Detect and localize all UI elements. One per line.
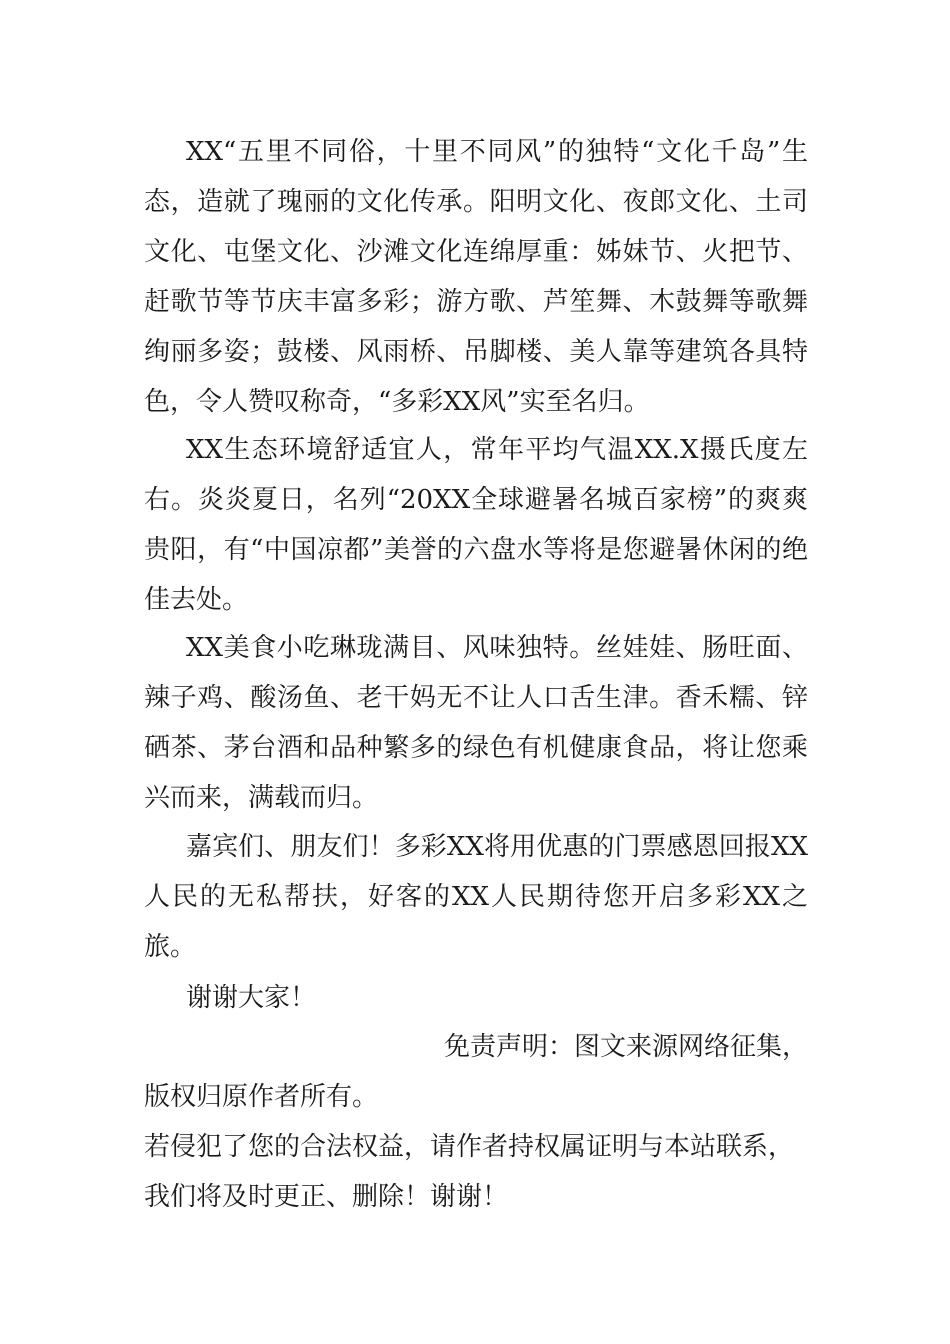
disclaimer-line-2: 版权归原作者所有。 bbox=[144, 1082, 379, 1112]
paragraph-food: XX美食小吃琳珑满目、风味独特。丝娃娃、肠旺面、辣子鸡、酸汤鱼、老干妈无不让人口舌生津。香禾糯、锌硒茶、茅台酒和品种繁多的绿色有机健康食品，将让您乘兴而来，满载而归。 bbox=[144, 633, 808, 813]
paragraph-invitation: 嘉宾们、朋友们！多彩XX将用优惠的门票感恩回报XX人民的无私帮扶，好客的XX人民期待您开启多彩XX之旅。 bbox=[144, 832, 808, 962]
closing-thanks: 谢谢大家！ bbox=[186, 983, 317, 1013]
paragraph-culture: XX“五里不同俗，十里不同风”的独特“文化千岛”生态，造就了瑰丽的文化传承。阳明文化、夜郎文化、土司文化、屯堡文化、沙滩文化连绵厚重：姊妹节、火把节、赶歌节等节庆丰富多彩；游方歌、芦笙舞、木鼓舞等歌舞绚丽多姿；鼓楼、风雨桥、吊脚楼、美人靠等建筑各具特色，令人赞叹称奇，“多彩XX风”实至名归。 bbox=[144, 137, 808, 417]
paragraph-climate: XX生态环境舒适宜人，常年平均气温XX.X摄氏度左右。炎炎夏日，名列“20XX全球避暑名城百家榜”的爽爽贵阳，有“中国凉都”美誉的六盘水等将是您避暑休闲的绝佳去处。 bbox=[144, 435, 808, 615]
disclaimer-line-1: 免责声明：图文来源网络征集， bbox=[443, 1032, 808, 1062]
disclaimer-line-3: 若侵犯了您的合法权益，请作者持权属证明与本站联系， bbox=[144, 1132, 795, 1162]
disclaimer-line-4: 我们将及时更正、删除！谢谢！ bbox=[144, 1182, 509, 1212]
